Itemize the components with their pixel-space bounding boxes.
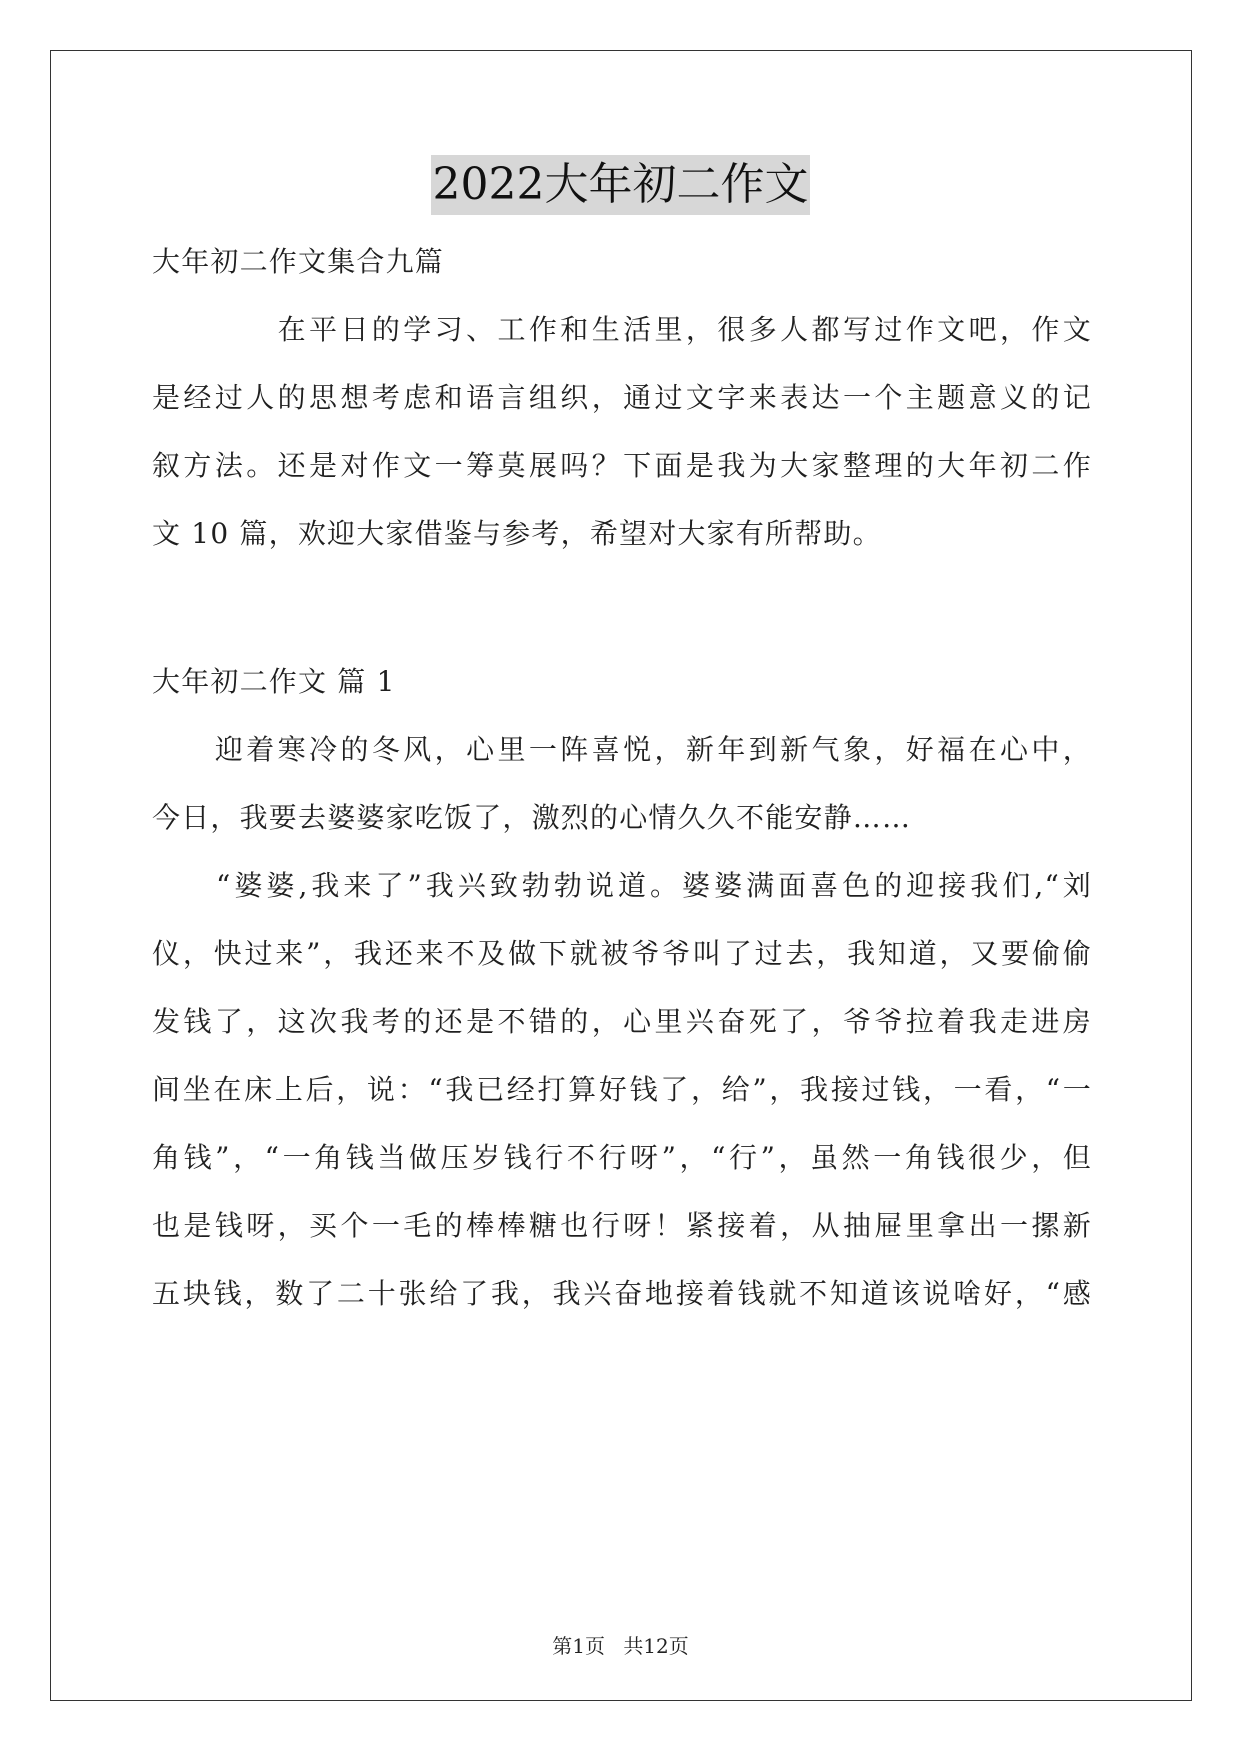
body-line: 间坐在床上后，说：“我已经打算好钱了，给”，我接过钱，一看，“一 bbox=[152, 1073, 1092, 1106]
intro-line: 是经过人的思想考虑和语言组织，通过文字来表达一个主题意义的记 bbox=[152, 381, 1092, 414]
intro-line: 叙方法。还是对作文一筹莫展吗？下面是我为大家整理的大年初二作 bbox=[152, 449, 1092, 482]
title-container bbox=[0, 155, 1241, 215]
body-line: 角钱”，“一角钱当做压岁钱行不行呀”，“行”，虽然一角钱很少，但 bbox=[152, 1141, 1092, 1174]
section-heading: 大年初二作文 篇 1 bbox=[152, 665, 396, 698]
document-title: 2022大年初二作文 bbox=[431, 155, 811, 215]
body-line: 今日，我要去婆婆家吃饭了，激烈的心情久久不能安静…… bbox=[152, 801, 912, 834]
body-line: 迎着寒冷的冬风，心里一阵喜悦，新年到新气象，好福在心中， bbox=[152, 733, 1092, 766]
section-gap bbox=[152, 568, 1092, 648]
document-body bbox=[152, 228, 1092, 1328]
page-number-total: 共12页 bbox=[623, 1634, 689, 1658]
body-line: 也是钱呀，买个一毛的棒棒糖也行呀！紧接着，从抽屉里拿出一摞新 bbox=[152, 1209, 1092, 1242]
subtitle: 大年初二作文集合九篇 bbox=[152, 245, 445, 278]
page-number-current: 第1页 bbox=[552, 1634, 605, 1658]
body-line: 仪，快过来”，我还来不及做下就被爷爷叫了过去，我知道，又要偷偷 bbox=[152, 937, 1092, 970]
body-line: 发钱了，这次我考的还是不错的，心里兴奋死了，爷爷拉着我走进房 bbox=[152, 1005, 1092, 1038]
page-footer bbox=[0, 1630, 1241, 1659]
intro-line: 文 10 篇，欢迎大家借鉴与参考，希望对大家有所帮助。 bbox=[152, 517, 882, 550]
body-line: “婆婆,我来了”我兴致勃勃说道。婆婆满面喜色的迎接我们,“刘 bbox=[152, 869, 1092, 902]
intro-line: 在平日的学习、工作和生活里，很多人都写过作文吧，作文 bbox=[152, 313, 1092, 346]
body-line: 五块钱，数了二十张给了我，我兴奋地接着钱就不知道该说啥好，“感 bbox=[152, 1277, 1092, 1310]
